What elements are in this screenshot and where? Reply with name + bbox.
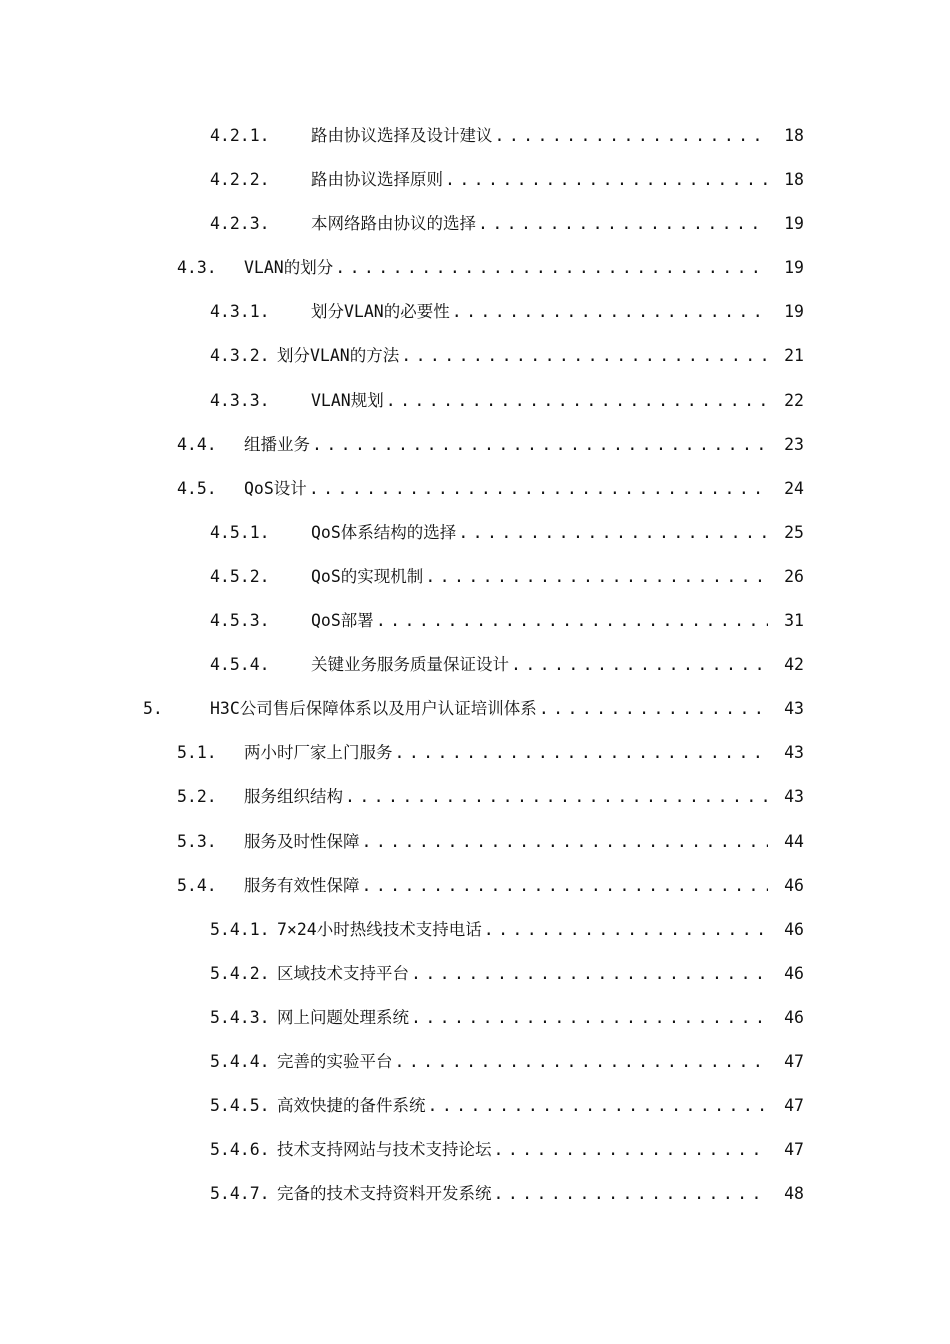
toc-entry-title-leader xyxy=(244,246,768,290)
toc-entry-title: H3C公司售后保障体系以及用户认证培训体系 xyxy=(210,699,537,719)
toc-entry-title-leader xyxy=(277,1172,768,1216)
toc-entry-number: 4.3.1. xyxy=(210,302,270,322)
toc-entry-page-number: 21 xyxy=(768,334,804,378)
toc-entry-number: 4.5.2. xyxy=(210,566,270,586)
toc-dot-leader xyxy=(511,643,768,687)
toc-dot-leader xyxy=(376,599,768,643)
toc-entry[interactable] xyxy=(0,246,950,290)
toc-entry-number: 5.1. xyxy=(177,743,217,763)
toc-entry-title: 7×24小时热线技术支持电话 xyxy=(277,919,482,939)
toc-entry-title-leader xyxy=(311,379,768,423)
toc-entry-title-leader xyxy=(311,114,768,158)
toc-entry-page-number: 46 xyxy=(768,908,804,952)
toc-entry-number: 4.3. xyxy=(177,258,217,278)
toc-entry-number: 4.4. xyxy=(177,434,217,454)
toc-entry[interactable] xyxy=(0,643,950,687)
toc-entry-page-number: 23 xyxy=(768,423,804,467)
toc-entry-title-leader xyxy=(311,599,768,643)
toc-dot-leader xyxy=(395,731,769,775)
toc-dot-leader xyxy=(401,334,768,378)
toc-entry-page-number: 46 xyxy=(768,996,804,1040)
toc-entry-number: 5.4.4. xyxy=(210,1051,270,1071)
toc-entry-title: 组播业务 xyxy=(244,434,310,454)
toc-entry-title: 服务及时性保障 xyxy=(244,831,360,851)
toc-entry-page-number: 46 xyxy=(768,952,804,996)
toc-entry-title: 区域技术支持平台 xyxy=(277,963,409,983)
toc-entry[interactable] xyxy=(0,820,950,864)
toc-entry-title: 完备的技术支持资料开发系统 xyxy=(277,1184,492,1204)
toc-entry[interactable] xyxy=(0,996,950,1040)
toc-dot-leader xyxy=(362,820,769,864)
toc-entry-page-number: 24 xyxy=(768,467,804,511)
toc-entry-number: 4.2.1. xyxy=(210,126,270,145)
toc-entry[interactable] xyxy=(0,202,950,246)
toc-entry-number: 5.4.6. xyxy=(210,1140,270,1160)
toc-dot-leader xyxy=(411,996,768,1040)
toc-dot-leader xyxy=(395,1040,769,1084)
toc-entry-title-leader xyxy=(277,1040,768,1084)
toc-entry-number: 5.3. xyxy=(177,831,217,851)
toc-entry-number: 5.2. xyxy=(177,787,217,807)
toc-dot-leader xyxy=(312,423,768,467)
toc-entry[interactable] xyxy=(0,731,950,775)
toc-entry-title-leader xyxy=(244,423,768,467)
toc-entry[interactable] xyxy=(0,467,950,511)
toc-dot-leader xyxy=(539,687,768,731)
toc-entry-page-number: 43 xyxy=(768,687,804,731)
toc-entry-page-number: 19 xyxy=(768,290,804,334)
toc-dot-leader xyxy=(335,246,768,290)
toc-entry-title: QoS体系结构的选择 xyxy=(311,522,457,542)
toc-dot-leader xyxy=(484,908,768,952)
toc-entry-number: 4.3.2. xyxy=(210,346,270,366)
toc-entry-page-number: 19 xyxy=(768,202,804,246)
toc-entry[interactable] xyxy=(0,1172,950,1216)
toc-entry-number: 5.4.3. xyxy=(210,1007,270,1027)
toc-dot-leader xyxy=(495,114,769,158)
toc-entry-title: 本网络路由协议的选择 xyxy=(311,214,476,234)
toc-dot-leader xyxy=(452,290,768,334)
toc-dot-leader xyxy=(445,158,768,202)
toc-dot-leader xyxy=(386,379,768,423)
toc-entry[interactable] xyxy=(0,511,950,555)
toc-entry-page-number: 22 xyxy=(768,379,804,423)
toc-entry-title: 两小时厂家上门服务 xyxy=(244,743,393,763)
toc-entry[interactable] xyxy=(0,1040,950,1084)
toc-entry-number: 4.2.3. xyxy=(210,214,270,234)
toc-entry-number: 5.4.5. xyxy=(210,1096,270,1116)
toc-entry-title-leader xyxy=(311,555,768,599)
toc-entry-title: QoS设计 xyxy=(244,478,307,498)
toc-dot-leader xyxy=(362,864,769,908)
toc-entry-title-leader xyxy=(244,775,768,819)
toc-dot-leader xyxy=(494,1128,769,1172)
toc-entry-title-leader xyxy=(244,467,768,511)
toc-entry-number: 5.4.7. xyxy=(210,1184,270,1204)
toc-entry[interactable] xyxy=(0,114,950,158)
toc-entry-title: 服务有效性保障 xyxy=(244,875,360,895)
toc-entry-title-leader xyxy=(311,202,768,246)
toc-dot-leader xyxy=(428,1084,769,1128)
toc-entry[interactable] xyxy=(0,379,950,423)
toc-entry-page-number: 19 xyxy=(768,246,804,290)
table-of-contents xyxy=(0,114,950,1216)
toc-entry[interactable] xyxy=(0,290,950,334)
toc-entry-page-number: 18 xyxy=(768,114,804,158)
toc-entry[interactable] xyxy=(0,158,950,202)
toc-entry-page-number: 44 xyxy=(768,820,804,864)
toc-entry-number: 4.5.3. xyxy=(210,611,270,631)
toc-entry-page-number: 31 xyxy=(768,599,804,643)
toc-entry-title: 技术支持网站与技术支持论坛 xyxy=(277,1140,492,1160)
toc-entry[interactable] xyxy=(0,423,950,467)
toc-entry[interactable] xyxy=(0,1128,950,1172)
toc-entry-title-leader xyxy=(277,996,768,1040)
toc-entry-title-leader xyxy=(311,643,768,687)
toc-entry-title: 高效快捷的备件系统 xyxy=(277,1096,426,1116)
toc-entry-title-leader xyxy=(244,731,768,775)
toc-entry-number: 4.5. xyxy=(177,478,217,498)
toc-entry[interactable] xyxy=(0,864,950,908)
toc-entry-title: 网上问题处理系统 xyxy=(277,1007,409,1027)
toc-entry-title-leader xyxy=(277,952,768,996)
toc-dot-leader xyxy=(458,511,768,555)
toc-entry-number: 5.4.1. xyxy=(210,919,270,939)
toc-entry-title: 关键业务服务质量保证设计 xyxy=(311,655,509,675)
toc-entry-number: 5.4. xyxy=(177,875,217,895)
toc-entry-page-number: 18 xyxy=(768,158,804,202)
toc-entry[interactable] xyxy=(0,775,950,819)
toc-entry-title-leader xyxy=(244,864,768,908)
toc-entry-title-leader xyxy=(277,1084,768,1128)
toc-entry-page-number: 48 xyxy=(768,1172,804,1216)
toc-dot-leader xyxy=(411,952,768,996)
toc-dot-leader xyxy=(494,1172,769,1216)
toc-entry-page-number: 25 xyxy=(768,511,804,555)
toc-entry[interactable] xyxy=(0,687,950,731)
toc-entry-page-number: 47 xyxy=(768,1040,804,1084)
toc-entry-title-leader xyxy=(210,687,768,731)
toc-entry-page-number: 46 xyxy=(768,864,804,908)
toc-entry[interactable] xyxy=(0,908,950,952)
toc-entry-page-number: 42 xyxy=(768,643,804,687)
toc-entry[interactable] xyxy=(0,334,950,378)
toc-entry-title-leader xyxy=(311,158,768,202)
toc-entry-title-leader xyxy=(244,820,768,864)
toc-entry-title-leader xyxy=(277,908,768,952)
toc-entry-title: 路由协议选择原则 xyxy=(311,170,443,190)
toc-entry-page-number: 43 xyxy=(768,775,804,819)
toc-entry-title: 完善的实验平台 xyxy=(277,1051,393,1071)
toc-entry-title: 路由协议选择及设计建议 xyxy=(311,126,493,145)
toc-entry-title: 划分VLAN的方法 xyxy=(277,346,400,366)
toc-dot-leader xyxy=(345,775,768,819)
toc-dot-leader xyxy=(425,555,768,599)
toc-entry-title: 划分VLAN的必要性 xyxy=(311,302,450,322)
toc-entry-title: VLAN规划 xyxy=(311,390,384,410)
toc-entry-number: 4.3.3. xyxy=(210,390,270,410)
toc-entry-title: VLAN的划分 xyxy=(244,258,334,278)
toc-entry[interactable] xyxy=(0,555,950,599)
toc-entry[interactable] xyxy=(0,599,950,643)
toc-entry-number: 4.5.4. xyxy=(210,655,270,675)
toc-dot-leader xyxy=(309,467,768,511)
toc-entry-title-leader xyxy=(311,290,768,334)
toc-entry-page-number: 47 xyxy=(768,1084,804,1128)
toc-entry-title: QoS的实现机制 xyxy=(311,566,424,586)
toc-entry[interactable] xyxy=(0,1084,950,1128)
toc-entry-page-number: 47 xyxy=(768,1128,804,1172)
toc-dot-leader xyxy=(478,202,768,246)
toc-entry-title-leader xyxy=(311,511,768,555)
toc-entry-title: 服务组织结构 xyxy=(244,787,343,807)
toc-entry-number: 5. xyxy=(143,699,163,719)
toc-entry-title-leader xyxy=(277,1128,768,1172)
toc-entry[interactable] xyxy=(0,952,950,996)
toc-entry-page-number: 26 xyxy=(768,555,804,599)
toc-entry-number: 4.5.1. xyxy=(210,522,270,542)
toc-entry-number: 5.4.2. xyxy=(210,963,270,983)
toc-entry-title: QoS部署 xyxy=(311,611,374,631)
toc-entry-number: 4.2.2. xyxy=(210,170,270,190)
toc-entry-page-number: 43 xyxy=(768,731,804,775)
toc-entry-title-leader xyxy=(277,334,768,378)
